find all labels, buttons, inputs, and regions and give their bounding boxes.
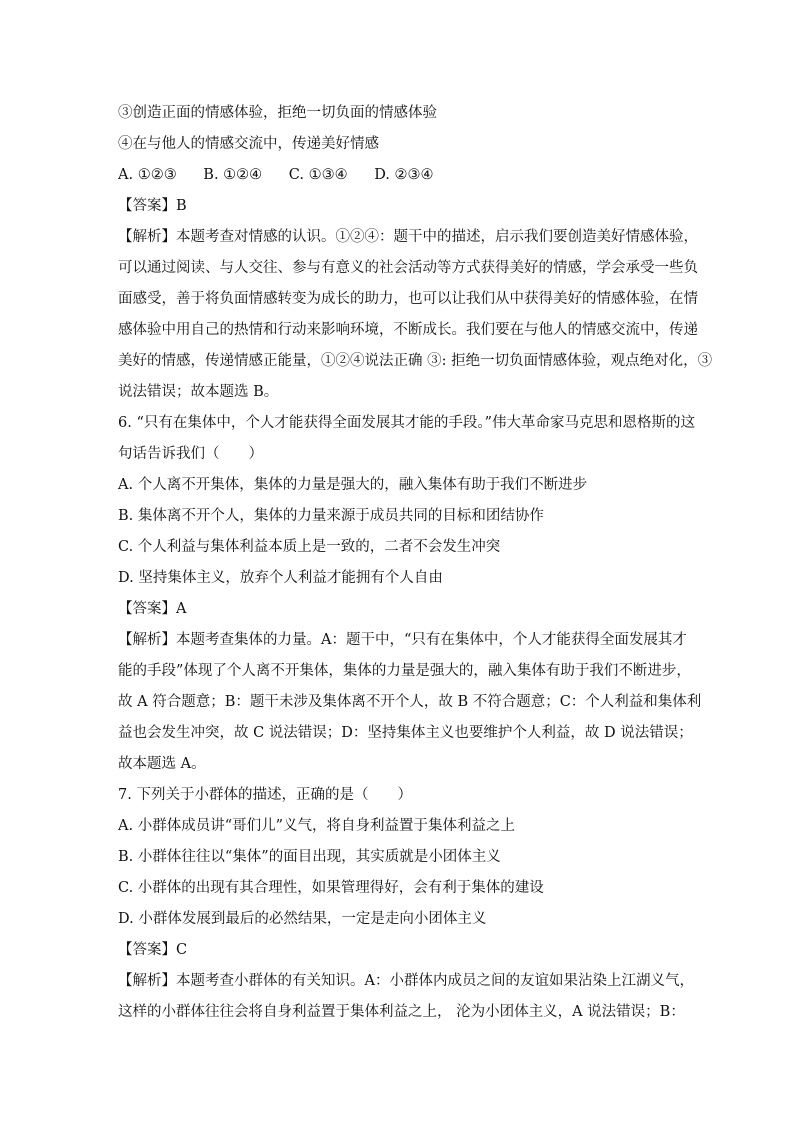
q6-answer: 【答案】A: [118, 601, 187, 617]
q7-option-c: C. 小群体的出现有其合理性，如果管理得好，会有利于集体的建设: [118, 880, 544, 896]
q6-option-a: A. 个人离不开集体，集体的力量是强大的，融入集体有助于我们不断进步: [118, 477, 588, 493]
q5-analysis-line: 面感受，善于将负面情感转变为成长的助力，也可以让我们从中获得美好的情感体验，在情: [118, 291, 698, 307]
q6-analysis-line: 能的手段”体现了个人离不开集体，集体的力量是强大的，融入集体有助于我们不断进步，: [118, 663, 691, 679]
q7-answer: 【答案】C: [118, 942, 188, 958]
q7-option-a: A. 小群体成员讲“哥们儿”义气，将自身利益置于集体利益之上: [118, 818, 516, 834]
q6-option-b: B. 集体离不开个人，集体的力量来源于成员共同的目标和团结协作: [118, 508, 544, 524]
q6-option-d: D. 坚持集体主义，放弃个人利益才能拥有个人自由: [118, 570, 443, 586]
q6-stem-line: 6. “只有在集体中，个人才能获得全面发展其才能的手段。”伟大革命家马克思和恩格斯的这: [118, 415, 696, 431]
q6-option-c: C. 个人利益与集体利益本质上是一致的，二者不会发生冲突: [118, 539, 501, 555]
q5-analysis-line: 美好的情感，传递情感正能量，①②④说法正确 ③: 拒绝一切负面情感体验，观点绝对化，③: [118, 353, 713, 369]
q5-option-4: ④在与他人的情感交流中，传递美好情感: [118, 136, 379, 152]
q5-analysis-line: 【解析】本题考查对情感的认识。①②④：题干中的描述，启示我们要创造美好情感体验，: [118, 229, 698, 245]
q6-stem-line: 句话告诉我们（ ）: [118, 446, 263, 462]
q7-option-d: D. 小群体发展到最后的必然结果，一定是走向小团体主义: [118, 911, 487, 927]
q7-analysis-line: 这样的小群体往往会将自身利益置于集体利益之上， 沦为小团体主义，A 说法错误；B：: [118, 1004, 685, 1020]
q5-analysis-line: 说法错误；故本题选 B。: [118, 384, 279, 400]
q5-choice-d: D. ②③④: [374, 167, 434, 183]
q5-answer: 【答案】B: [118, 198, 187, 214]
q7-analysis-line: 【解析】本题考查小群体的有关知识。A：小群体内成员之间的友谊如果沾染上江湖义气，: [118, 973, 694, 989]
q5-choice-a: A. ①②③: [118, 167, 177, 183]
q5-choice-b: B. ①②④: [203, 167, 263, 183]
q5-analysis-line: 可以通过阅读、与人交往、参与有意义的社会活动等方式获得美好的情感，学会承受一些负: [118, 260, 698, 276]
q6-analysis-line: 益也会发生冲突，故 C 说法错误；D：坚持集体主义也要维护个人利益，故 D 说法错误；: [118, 725, 693, 741]
q5-option-3: ③创造正面的情感体验，拒绝一切负面的情感体验: [118, 105, 437, 121]
q6-analysis-line: 故本题选 A。: [118, 756, 206, 772]
q6-analysis-line: 故 A 符合题意；B：题干未涉及集体离不开个人，故 B 不符合题意；C：个人利益和集体利: [118, 694, 702, 710]
q5-choice-c: C. ①③④: [288, 167, 348, 183]
q5-choices: [118, 160, 683, 191]
q5-analysis-line: 感体验中用自己的热情和行动来影响环境，不断成长。我们要在与他人的情感交流中，传递: [118, 322, 698, 338]
document-page: [118, 98, 713, 1028]
q7-option-b: B. 小群体往往以“集体”的面目出现，其实质就是小团体主义: [118, 849, 501, 865]
q7-stem-line: 7. 下列关于小群体的描述，正确的是（ ）: [118, 787, 412, 803]
q6-analysis-line: 【解析】本题考查集体的力量。A：题干中，“只有在集体中，个人才能获得全面发展其才: [118, 632, 687, 648]
